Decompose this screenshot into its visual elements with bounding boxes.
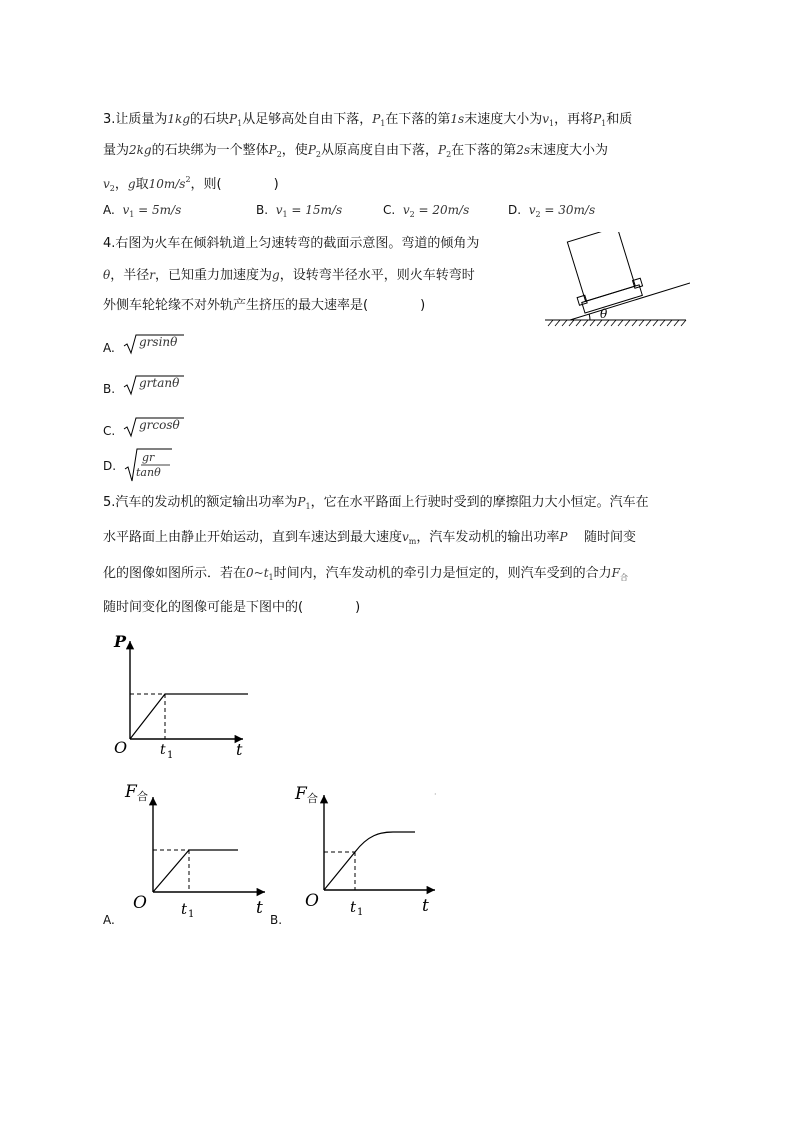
option-a-label: A. — [103, 913, 115, 927]
q3-option-a: A. $v_1 = 5m/s$ — [103, 203, 182, 219]
power-time-graph — [108, 627, 258, 762]
t1-sub: 1 — [167, 750, 174, 761]
t1-label: t — [181, 900, 188, 918]
origin-label: O — [133, 893, 147, 913]
t1-label: t — [350, 898, 357, 916]
q5-line-1: 5.汽车的发动机的额定输出功率为$P_1$，它在水平路面上行驶时受到的摩擦阻力大小恒定。汽车在 — [103, 495, 649, 511]
q3-line-3: $v_2$，g取$10m/s^2$，则( ) — [103, 175, 279, 193]
train-slope-figure — [540, 232, 690, 330]
q4-line-1: 4.右图为火车在倾斜轨道上匀速转弯的截面示意图。弯道的倾角为 — [103, 236, 480, 251]
q3-line-2: 量为2kg的石块绑为一个整体$P_2$，使$P_2$从原高度自由下落，$P_2$在下落的第2s末速度大小为 — [103, 143, 608, 159]
q4-option-a: A. grsinθ — [103, 333, 185, 355]
q3-option-c: C. $v_2 = 20m/s$ — [383, 203, 470, 219]
t1-label: t — [160, 742, 166, 758]
option-a-force-graph — [120, 775, 280, 920]
f-axis-label: F — [125, 782, 137, 802]
p-axis-label: P — [114, 632, 127, 651]
q4-line-3: 外侧车轮轮缘不对外轨产生挤压的最大速率是( ) — [103, 298, 426, 313]
origin-label: O — [305, 891, 319, 911]
q5-line-2: 水平路面上由静止开始运动，直到车速达到最大速度$v_m$，汽车发动机的输出功率P 随时间变 — [103, 530, 637, 546]
t1-sub: 1 — [188, 909, 195, 920]
stray-dot: · — [434, 790, 437, 799]
t-axis-label: t — [256, 898, 263, 918]
option-b-force-graph — [290, 775, 450, 920]
q3-option-b: B. $v_1 = 15m/s$ — [256, 203, 343, 219]
option-b-label: B. — [270, 913, 283, 927]
q4-option-d: D. gr tanθ — [103, 447, 174, 483]
q5-line-4: 随时间变化的图像可能是下图中的( ) — [103, 600, 361, 615]
f-axis-label: F — [295, 784, 307, 804]
origin-label: O — [114, 738, 128, 757]
q3-option-d: D. $v_2 = 30m/s$ — [508, 203, 596, 219]
q4-line-2: θ，半径r，已知重力加速度为g，设转弯半径水平，则火车转弯时 — [103, 268, 475, 283]
q4-option-c: C. grcosθ — [103, 416, 185, 438]
t-axis-label: t — [236, 740, 243, 759]
t-axis-label: t — [422, 896, 429, 916]
figure-theta-label: θ — [600, 307, 608, 321]
f-axis-sub: 合 — [307, 792, 318, 805]
q3-line-1: 3.让质量为1kg的石块$P_1$从足够高处自由下落，$P_1$在下落的第1s末速度大小为$v_1$，再将$P_1$和质 — [103, 112, 633, 128]
f-axis-sub: 合 — [137, 790, 148, 803]
t1-sub: 1 — [357, 907, 364, 918]
q4-option-b: B. grtanθ — [103, 374, 185, 396]
q5-line-3: 化的图像如图所示．若在$0\sim t_1$时间内，汽车发动机的牵引力是恒定的，则汽车受到的合力$F_合$ — [103, 566, 628, 582]
